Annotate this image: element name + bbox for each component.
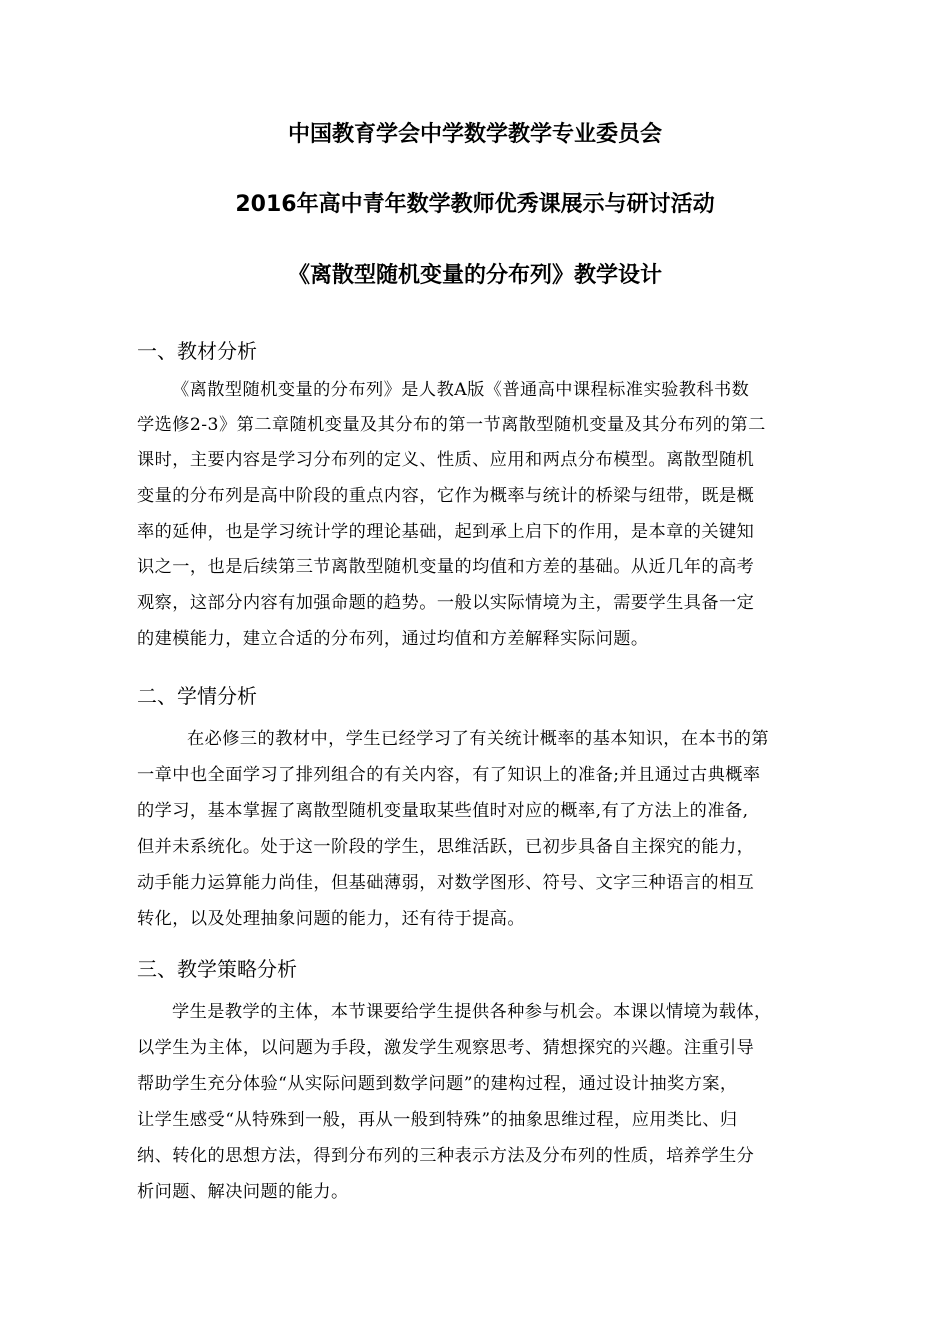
section1-line: 变量的分布列是高中阶段的重点内容，它作为概率与统计的桥梁与纽带，既是概: [137, 486, 755, 506]
section3-line: 纳、转化的思想方法，得到分布列的三种表示方法及分布列的性质，培养学生分: [137, 1146, 755, 1166]
section1-line: 《离散型随机变量的分布列》是人教A版《普通高中课程标准实验教科书数: [172, 380, 750, 400]
section3-heading: 三、教学策略分析: [137, 957, 297, 981]
section2-line: 但并未系统化。处于这一阶段的学生，思维活跃，已初步具备自主探究的能力，: [137, 837, 755, 857]
section2-line: 转化，以及处理抽象问题的能力，还有待于提高。: [137, 909, 526, 929]
section1-line: 学选修2-3》第二章随机变量及其分布的第一节离散型随机变量及其分布列的第二: [137, 415, 766, 435]
section2-heading: 二、学情分析: [137, 684, 257, 708]
section3-line: 帮助学生充分体验“从实际问题到数学问题”的建构过程，通过设计抽奖方案，: [137, 1074, 738, 1094]
section3-line: 让学生感受“从特殊到一般，再从一般到特殊”的抽象思维过程，应用类比、归: [137, 1110, 738, 1130]
section1-line: 课时，主要内容是学习分布列的定义、性质、应用和两点分布模型。离散型随机: [137, 450, 755, 470]
design-title: 《离散型随机变量的分布列》教学设计: [287, 263, 662, 288]
org-title: 中国教育学会中学数学教学专业委员会: [287, 122, 662, 147]
section2-line: 一章中也全面学习了排列组合的有关内容，有了知识上的准备;并且通过古典概率: [137, 765, 761, 785]
section1-line: 的建模能力，建立合适的分布列，通过均值和方差解释实际问题。: [137, 629, 649, 649]
section2-line: 在必修三的教材中，学生已经学习了有关统计概率的基本知识，在本书的第: [187, 729, 770, 749]
section3-line: 析问题、解决问题的能力。: [137, 1182, 349, 1202]
section1-line: 观察，这部分内容有加强命题的趋势。一般以实际情境为主，需要学生具备一定: [137, 593, 755, 613]
section1-line: 识之一，也是后续第三节离散型随机变量的均值和方差的基础。从近几年的高考: [137, 557, 755, 577]
section2-line: 的学习，基本掌握了离散型随机变量取某些值时对应的概率,有了方法上的准备,: [137, 801, 749, 821]
section2-line: 动手能力运算能力尚佳，但基础薄弱，对数学图形、符号、文字三种语言的相互: [137, 873, 755, 893]
section1-heading: 一、教材分析: [137, 339, 257, 363]
section1-line: 率的延伸，也是学习统计学的理论基础，起到承上启下的作用，是本章的关键知: [137, 522, 755, 542]
event-title: 2016年高中青年数学教师优秀课展示与研讨活动: [235, 192, 715, 217]
section3-line: 以学生为主体，以问题为手段，激发学生观察思考、猜想探究的兴趣。注重引导: [137, 1038, 755, 1058]
section3-line: 学生是教学的主体，本节课要给学生提供各种参与机会。本课以情境为载体，: [172, 1002, 772, 1022]
